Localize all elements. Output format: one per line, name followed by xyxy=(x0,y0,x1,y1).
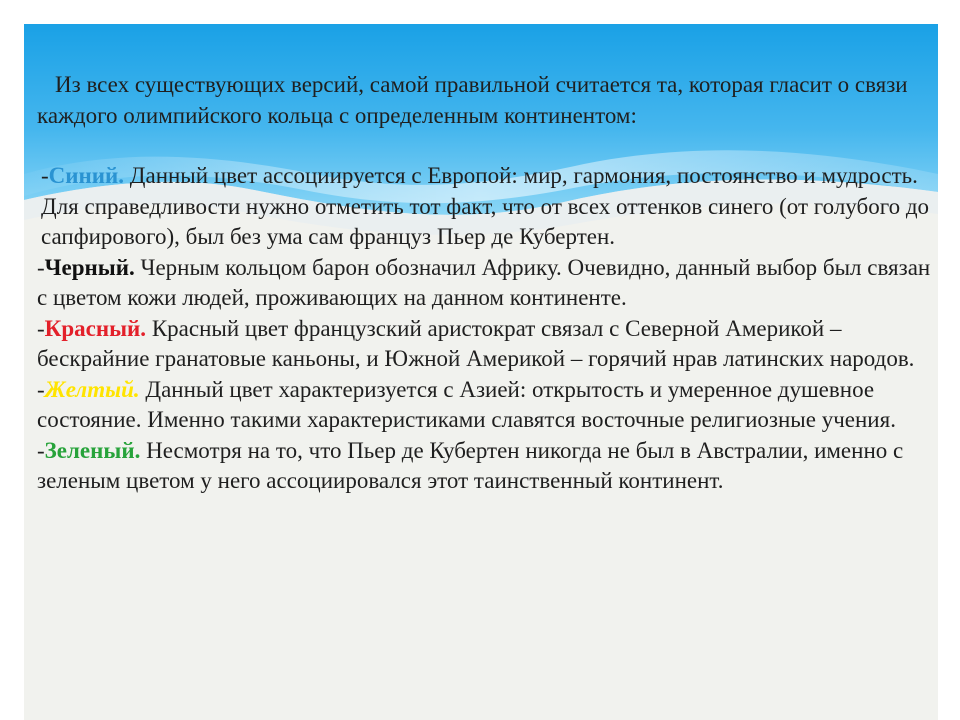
intro-paragraph: Из всех существующих версий, самой правильной считается та, которая гласит о связи каждого олимпийского кольца с определенным континентом: xyxy=(37,72,908,128)
slide-text xyxy=(37,70,932,497)
dash: - xyxy=(37,437,45,463)
dash: - xyxy=(37,254,45,280)
ring-yellow-paragraph xyxy=(37,375,932,436)
ring-blue-paragraph xyxy=(41,161,932,253)
ring-red-text: Красный цвет французский аристократ связал с Северной Америкой – бескрайние гранатовые каньоны, и Южной Америкой – горячий нрав латинских народов. xyxy=(37,315,915,371)
dash: - xyxy=(37,376,45,402)
keyword-black: Черный. xyxy=(44,254,135,280)
keyword-blue: Синий. xyxy=(48,163,125,188)
keyword-green: Зеленый. xyxy=(44,437,141,463)
ring-black-paragraph xyxy=(37,253,932,314)
dash: - xyxy=(37,315,45,341)
slide xyxy=(24,24,938,720)
ring-green-text: Несмотря на то, что Пьер де Кубертен никогда не был в Австралии, именно с зеленым цветом у него ассоциировался этот таинственный континент. xyxy=(37,437,904,493)
dash: - xyxy=(41,163,49,188)
ring-black-text: Черным кольцом барон обозначил Африку. Очевидно, данный выбор был связан с цветом кожи людей, проживающих на данном континенте. xyxy=(37,254,931,310)
ring-yellow-text: Данный цвет характеризуется с Азией: открытость и умеренное душевное состояние. Именно такими характеристиками славятся восточные религиозные учения. xyxy=(37,376,896,432)
ring-blue-text: Данный цвет ассоциируется с Европой: мир, гармония, постоянство и мудрость. Для справедливости нужно отметить тот факт, что от всех оттенков синего (от голубого до сапфирового), был без ума сам француз Пьер де Кубертен. xyxy=(41,163,930,249)
keyword-red: Красный. xyxy=(44,315,147,341)
ring-red-paragraph xyxy=(37,314,932,375)
keyword-yellow: Желтый. xyxy=(44,376,140,402)
ring-green-paragraph xyxy=(37,436,932,497)
